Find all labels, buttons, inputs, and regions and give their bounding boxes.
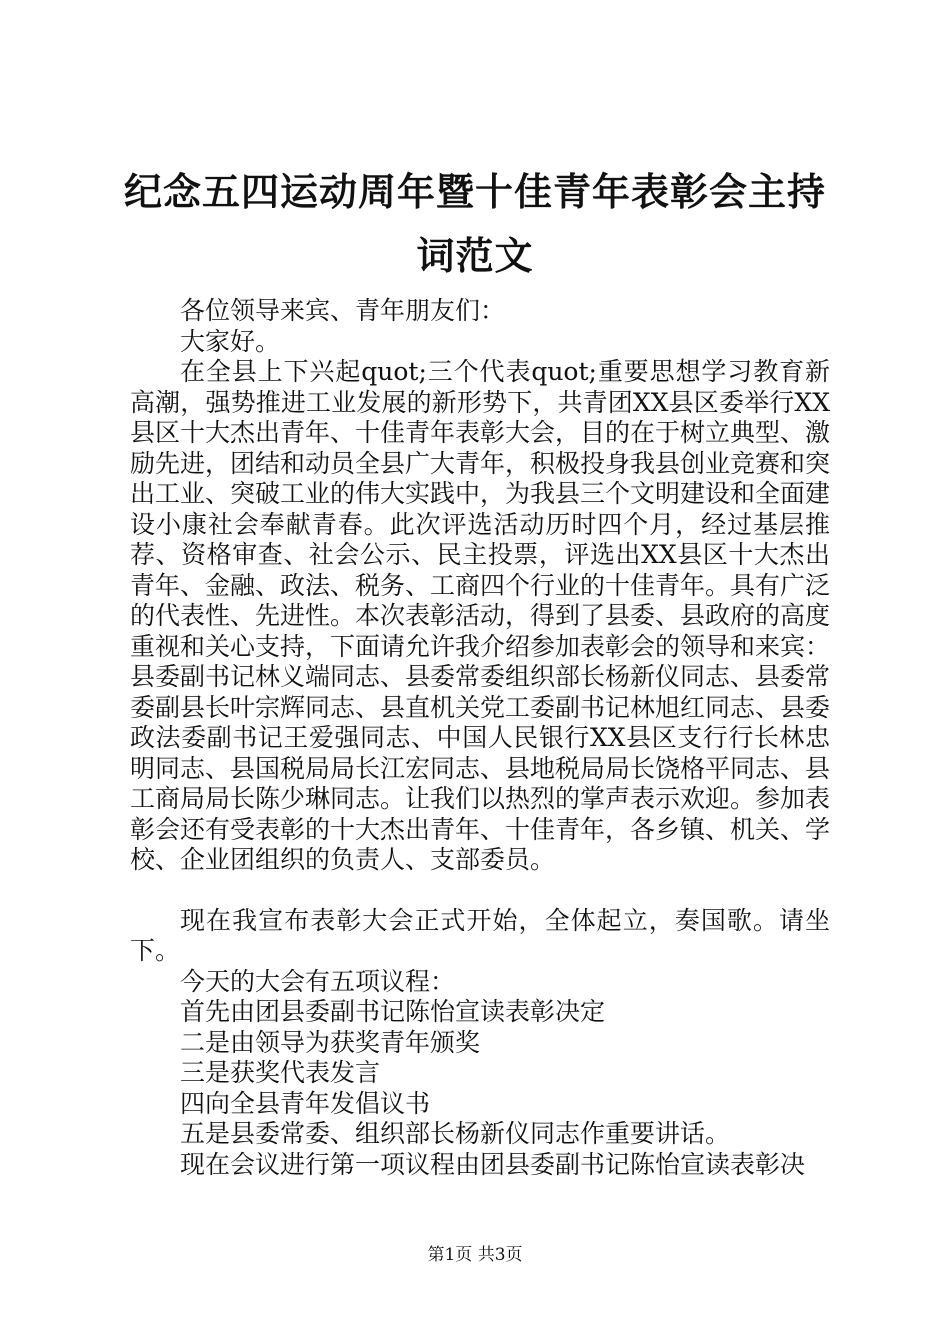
paragraph-gap — [130, 876, 830, 906]
greeting-paragraph: 各位领导来宾、青年朋友们： — [180, 296, 506, 325]
agenda-item: 三是获奖代表发言 — [180, 1058, 381, 1087]
document-title: 纪念五四运动周年暨十佳青年表彰会主持词范文 — [123, 169, 826, 278]
agenda-item: 四向全县青年发倡议书 — [180, 1088, 431, 1118]
agenda-intro-paragraph: 今天的大会有五项议程： — [180, 966, 456, 996]
document-body — [130, 296, 830, 1180]
agenda-item: 首先由团县委副书记陈怡宣读表彰决定 — [180, 997, 606, 1026]
opening-paragraph: 现在我宣布表彰大会正式开始，全体起立，奏国歌。请坐下。 — [130, 905, 830, 965]
introduction-paragraph: 在全县上下兴起quot;三个代表quot;重要思想学习教育新高潮，强势推进工业发展的新形势下，共青团XX县区委举行XX县区十大杰出青年、十佳青年表彰大会，目的在于树立典型、激励先进，团结和动员全县广大青年，积极投身我县创业竞赛和突出工业、突破工业的伟大实践中，为我县三个文明建设和全面建设小康社会奉献青春。此次评选活动历时四个月，经过基层推荐、资格审查、社会公示、民主投票，评选出XX县区十大杰出青年、金融、政法、税务、工商四个行业的十佳青年。具有广泛的代表性、先进性。本次表彰活动，得到了县委、县政府的高度重视和关心支持，下面请允许我介绍参加表彰会的领导和来宾：县委副书记林义端同志、县委常委组织部长杨新仪同志、县委常委副县长叶宗辉同志、县直机关党工委副书记林旭红同志、县委政法委副书记王爱强同志、中国人民银行XX县区支行行长林忠明同志、县国税局局长江宏同志、县地税局局长饶格平同志、县工商局局长陈少琳同志。让我们以热烈的掌声表示欢迎。参加表彰会还有受表彰的十大杰出青年、十佳青年，各乡镇、机关、学校、企业团组织的负责人、支部委员。 — [130, 357, 831, 874]
agenda-item: 二是由领导为获奖青年颁奖 — [180, 1027, 481, 1057]
hello-paragraph: 大家好。 — [180, 326, 281, 356]
page-number-footer: 第1页 共3页 — [427, 1245, 523, 1265]
first-agenda-paragraph: 现在会议进行第一项议程由团县委副书记陈怡宣读表彰决 — [180, 1149, 806, 1179]
agenda-item: 五是县委常委、组织部长杨新仪同志作重要讲话。 — [180, 1119, 731, 1148]
